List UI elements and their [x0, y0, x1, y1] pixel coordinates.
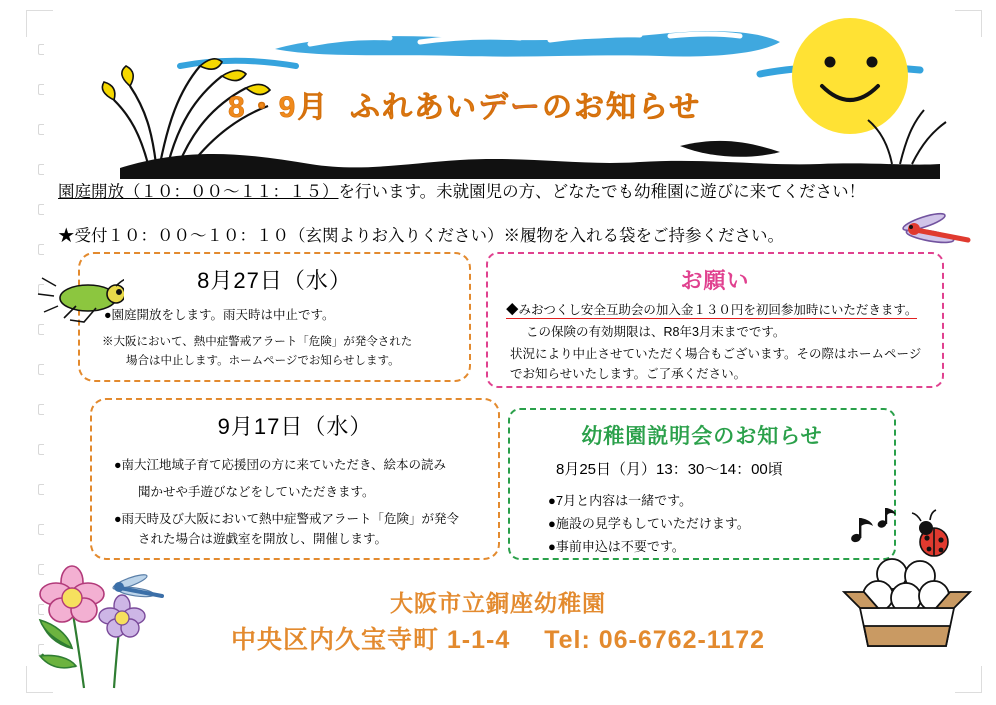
september-line-1: ●南大江地域子育て応援団の方に来ていただき、絵本の読み — [114, 458, 447, 472]
september-line-3: ●雨天時及び大阪において熱中症警戒アラート「危険」が発令 — [114, 512, 460, 526]
intro-line-1: 園庭開放（１０：００～１１：１５）を行います。未就園児の方、どなたでも幼稚園に遊びに来てください！ — [58, 183, 866, 201]
request-line-1: ◆みおつくし安全互助会の加入金１３０円を初回参加時にいただきます。 — [506, 303, 918, 317]
intro-line-2: ★受付１０：００～１０：１０（玄関よりお入りください）※履物を入れる袋をご持参ください。 — [58, 227, 784, 245]
margin-tick — [38, 244, 44, 255]
briefing-line-3: ●施設の見学もしていただけます。 — [548, 516, 750, 531]
august-event-box — [78, 252, 471, 382]
request-line-4: でお知らせいたします。ご了承ください。 — [510, 367, 747, 381]
september-line-2: 聞かせや手遊びなどをしていただきます。 — [138, 485, 375, 499]
september-title: 9月17日（水） — [217, 414, 373, 439]
poster-title: 8・9月 ふれあいデーのお知らせ — [228, 91, 702, 124]
margin-tick — [38, 204, 44, 215]
rice-ball-basket-illustration — [838, 500, 988, 660]
margin-tick — [38, 484, 44, 495]
request-line-2: この保険の有効期限は、R8年3月末までです。 — [526, 325, 786, 339]
margin-tick — [38, 44, 44, 55]
kindergarten-address: 中央区内久宝寺町 1-1-4 Tel: 06-6762-1172 — [230, 626, 766, 654]
september-event-box — [90, 398, 500, 560]
august-line-2: ※大阪において、熱中症警戒アラート「危険」が発令された — [102, 336, 413, 348]
request-title: お願い — [680, 268, 750, 293]
august-line-3: 場合は中止します。ホームページでお知らせします。 — [126, 355, 400, 367]
briefing-title: 幼稚園説明会のお知らせ — [581, 425, 823, 448]
august-title: 8月27日（水） — [197, 268, 352, 293]
briefing-line-2: ●7月と内容は一緒です。 — [548, 493, 693, 508]
request-box — [486, 252, 944, 388]
crop-mark-top-left — [26, 10, 53, 37]
margin-tick — [38, 404, 44, 415]
august-line-1: ●園庭開放をします。雨天時は中止です。 — [104, 308, 335, 322]
margin-tick — [38, 364, 44, 375]
briefing-line-1: 8月25日（月）13：30～14：00頃 — [556, 461, 783, 478]
request-line-3: 状況により中止させていただく場合もございます。その際はホームページ — [510, 347, 922, 361]
briefing-line-4: ●事前申込は不要です。 — [548, 539, 685, 554]
margin-tick — [38, 84, 44, 95]
flowers-illustration — [26, 548, 176, 693]
crop-mark-bottom-right — [955, 666, 982, 693]
margin-tick — [38, 164, 44, 175]
september-line-4: された場合は遊戯室を開放し、開催します。 — [138, 532, 388, 546]
margin-tick — [38, 124, 44, 135]
grasshopper-icon — [36, 270, 124, 326]
margin-tick — [38, 524, 44, 535]
kindergarten-name: 大阪市立銅座幼稚園 — [390, 590, 606, 616]
margin-tick — [38, 444, 44, 455]
